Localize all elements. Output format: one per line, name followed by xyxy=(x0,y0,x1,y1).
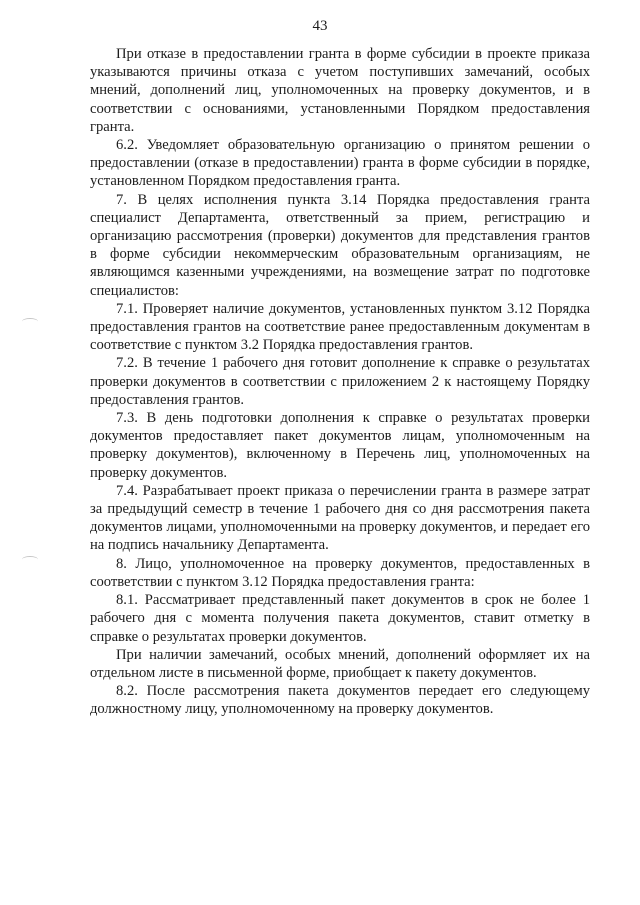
paragraph: 7.4. Разрабатывает проект приказа о перечислении гранта в размере затрат за предыдущий семестр в течение 1 рабочего дня со дня рассмотрения пакета документов лицами, уполномоченными на проверку документов, и передает его на подпись начальнику Департамента. xyxy=(90,482,590,554)
paragraph: 7.2. В течение 1 рабочего дня готовит дополнение к справке о результатах проверки документов в соответствии с приложением 2 к настоящему Порядку предоставления грантов. xyxy=(90,355,590,408)
scan-mark xyxy=(22,318,38,325)
paragraph: 7.3. В день подготовки дополнения к справке о результатах проверки документов предоставляет пакет документов лицам, уполномоченным на проверку документов), включенному в Перечень лиц, уполномоченных на проверку документов. xyxy=(90,410,590,481)
paragraph: 6.2. Уведомляет образовательную организацию о принятом решении о предоставлении (отказе в предоставлении) гранта в форме субсидии в порядке, установленном Порядком предоставления гранта. xyxy=(90,137,590,190)
paragraph: 7.1. Проверяет наличие документов, установленных пунктом 3.12 Порядка предоставления грантов на соответствие ранее предоставленным документам в соответствие с пунктом 3.2 Порядка предоставления грантов. xyxy=(90,300,590,354)
paragraph: При наличии замечаний, особых мнений, дополнений оформляет их на отдельном листе в письменной форме, приобщает к пакету документов. xyxy=(90,646,590,681)
page-number: 43 xyxy=(312,18,328,34)
paragraph: При отказе в предоставлении гранта в форме субсидии в проекте приказа указываются причины отказа с учетом поступивших замечаний, особых мнений, дополнений лиц, уполномоченных на проверку документов, и в соответствии с основаниями, установленными Порядком предоставления гранта. xyxy=(90,46,590,135)
paragraph: 7. В целях исполнения пункта 3.14 Порядка предоставления гранта специалист Департамента, ответственный за прием, регистрацию и организацию рассмотрения (проверки) документов для представления грантов в форме субсидии некоммерческим образовательным организациям, не являющимся казенными учреждениями, на возмещение затрат по подготовке специалистов: xyxy=(90,191,590,299)
paragraph: 8.1. Рассматривает представленный пакет документов в срок не более 1 рабочего дня с момента получения пакета документов, ставит отметку в справке о результатах проверки документов. xyxy=(90,592,590,645)
paragraph: 8. Лицо, уполномоченное на проверку документов, предоставленных в соответствии с пунктом 3.12 Порядка предоставления гранта: xyxy=(90,555,590,590)
scan-mark xyxy=(22,556,38,563)
document-body xyxy=(90,45,590,719)
paragraph: 8.2. После рассмотрения пакета документов передает его следующему должностному лицу, уполномоченному на проверку документов. xyxy=(90,683,590,718)
